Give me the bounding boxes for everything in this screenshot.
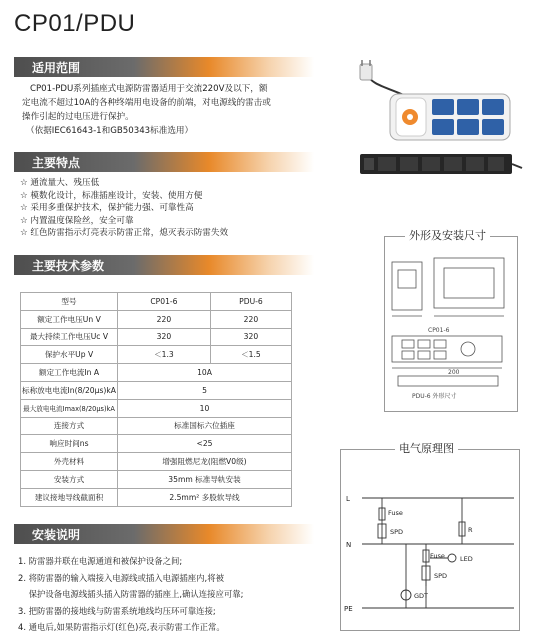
- table-row: [21, 346, 292, 364]
- table-row: [21, 488, 292, 506]
- schematic-diagram: [342, 462, 518, 628]
- feature-list: [20, 177, 320, 240]
- table-cell: 建议接地导线截面积: [21, 488, 118, 506]
- table-row: [21, 293, 292, 311]
- spec-table: [20, 292, 292, 507]
- section-header-features: 主要特点: [14, 152, 314, 172]
- table-row: [21, 310, 292, 328]
- install-step: 2. 将防雷器的输入端接入电源线或插入电源插座内,将被: [18, 572, 224, 583]
- dimensions-title: 外形及安装尺寸: [405, 227, 490, 243]
- table-row: [21, 328, 292, 346]
- section-header-specs: 主要技术参数: [14, 255, 314, 275]
- fuse2-label: Fuse: [430, 552, 445, 560]
- table-cell: 标准国标六位插座: [118, 417, 292, 435]
- table-cell: ＜1.3: [118, 346, 211, 364]
- table-cell: 220: [210, 310, 291, 328]
- table-cell: 增强阻燃尼龙(阻燃V0级): [118, 453, 292, 471]
- table-cell: 10A: [118, 364, 292, 382]
- install-steps: [18, 553, 348, 636]
- schematic-title: 电气原理图: [395, 440, 458, 456]
- table-cell: 320: [210, 328, 291, 346]
- table-row: [21, 381, 292, 399]
- line-N-label: N: [346, 541, 352, 549]
- dimension-drawing: [388, 248, 512, 408]
- pdu-label: PDU-6 外形尺寸: [412, 393, 457, 400]
- table-cell: PDU-6: [210, 293, 291, 311]
- table-cell: 10: [118, 399, 292, 417]
- table-cell: <25: [118, 435, 292, 453]
- table-cell: 额定工作电流In A: [21, 364, 118, 382]
- install-step: 3. 把防雷器的接地线与防雷系统地线均压环可靠连接;: [18, 605, 216, 616]
- feature-item: ☆ 采用多重保护技术，保护能力强、可靠性高: [20, 203, 194, 214]
- product-photo: [344, 56, 524, 206]
- table-cell: 外壳材料: [21, 453, 118, 471]
- table-cell: 连接方式: [21, 417, 118, 435]
- scope-paragraph: [22, 82, 322, 138]
- table-cell: 320: [118, 328, 211, 346]
- table-cell: 保护水平Up V: [21, 346, 118, 364]
- section-header-scope: 适用范围: [14, 57, 314, 77]
- fuse1-label: Fuse: [388, 509, 403, 517]
- table-cell: 标称放电电流In(8/20μs)kA: [21, 381, 118, 399]
- scope-line: 操作引起的过电压进行保护。: [22, 112, 134, 122]
- led-label: LED: [460, 555, 473, 563]
- table-row: [21, 417, 292, 435]
- install-step: 4. 通电后,如果防雷指示灯(红色)亮,表示防雷工作正常。: [18, 622, 225, 632]
- scope-line: CP01-PDU系列插座式电源防雷器适用于交流220V及以下，额: [30, 84, 268, 94]
- table-row: [21, 453, 292, 471]
- spd2-label: SPD: [434, 572, 448, 580]
- install-step: 1. 防雷器并联在电源通道和被保护设备之间;: [18, 556, 183, 566]
- resistor-label: R: [468, 526, 473, 534]
- table-cell: CP01-6: [118, 293, 211, 311]
- table-row: [21, 399, 292, 417]
- table-cell: 35mm 标准导轨安装: [118, 470, 292, 488]
- table-cell: 额定工作电压Un V: [21, 310, 118, 328]
- gdt-label: GDT: [414, 592, 429, 600]
- dim-200-label: 200: [448, 369, 460, 376]
- table-cell: 安装方式: [21, 470, 118, 488]
- table-row: [21, 364, 292, 382]
- table-row: [21, 470, 292, 488]
- feature-item: ☆ 内置温度保险丝，安全可靠: [20, 215, 134, 226]
- page-title: CP01/PDU: [14, 10, 136, 37]
- table-cell: 220: [118, 310, 211, 328]
- table-row: [21, 435, 292, 453]
- feature-item: ☆ 通流量大、残压低: [20, 178, 100, 188]
- table-cell: 响应时间ns: [21, 435, 118, 453]
- line-L-label: L: [346, 495, 350, 503]
- table-cell: 5: [118, 381, 292, 399]
- table-cell: 最大放电电流Imax(8/20μs)kA: [21, 399, 118, 417]
- table-cell: 2.5mm² 多股软导线: [118, 488, 292, 506]
- section-header-install: 安装说明: [14, 524, 314, 544]
- feature-item: ☆ 模数化设计，标准插座设计，安装、使用方便: [20, 190, 203, 201]
- scope-line: （依据IEC61643-1和GB50343标准选用）: [26, 126, 194, 136]
- install-step: 保护设备电源线插头插入防雷器的插座上,确认连接应可靠;: [18, 589, 244, 599]
- table-cell: 型号: [21, 293, 118, 311]
- scope-line: 定电流不超过10A的各种终端用电设备的前端，对电源线的雷击或: [22, 98, 271, 108]
- feature-item: ☆ 红色防雷指示灯亮表示防雷正常，熄灭表示防雷失效: [20, 228, 229, 239]
- line-PE-label: PE: [344, 605, 353, 613]
- table-cell: 最大持续工作电压Uc V: [21, 328, 118, 346]
- spd1-label: SPD: [390, 528, 404, 536]
- table-cell: ＜1.5: [210, 346, 291, 364]
- cp01-label: CP01-6: [428, 327, 450, 334]
